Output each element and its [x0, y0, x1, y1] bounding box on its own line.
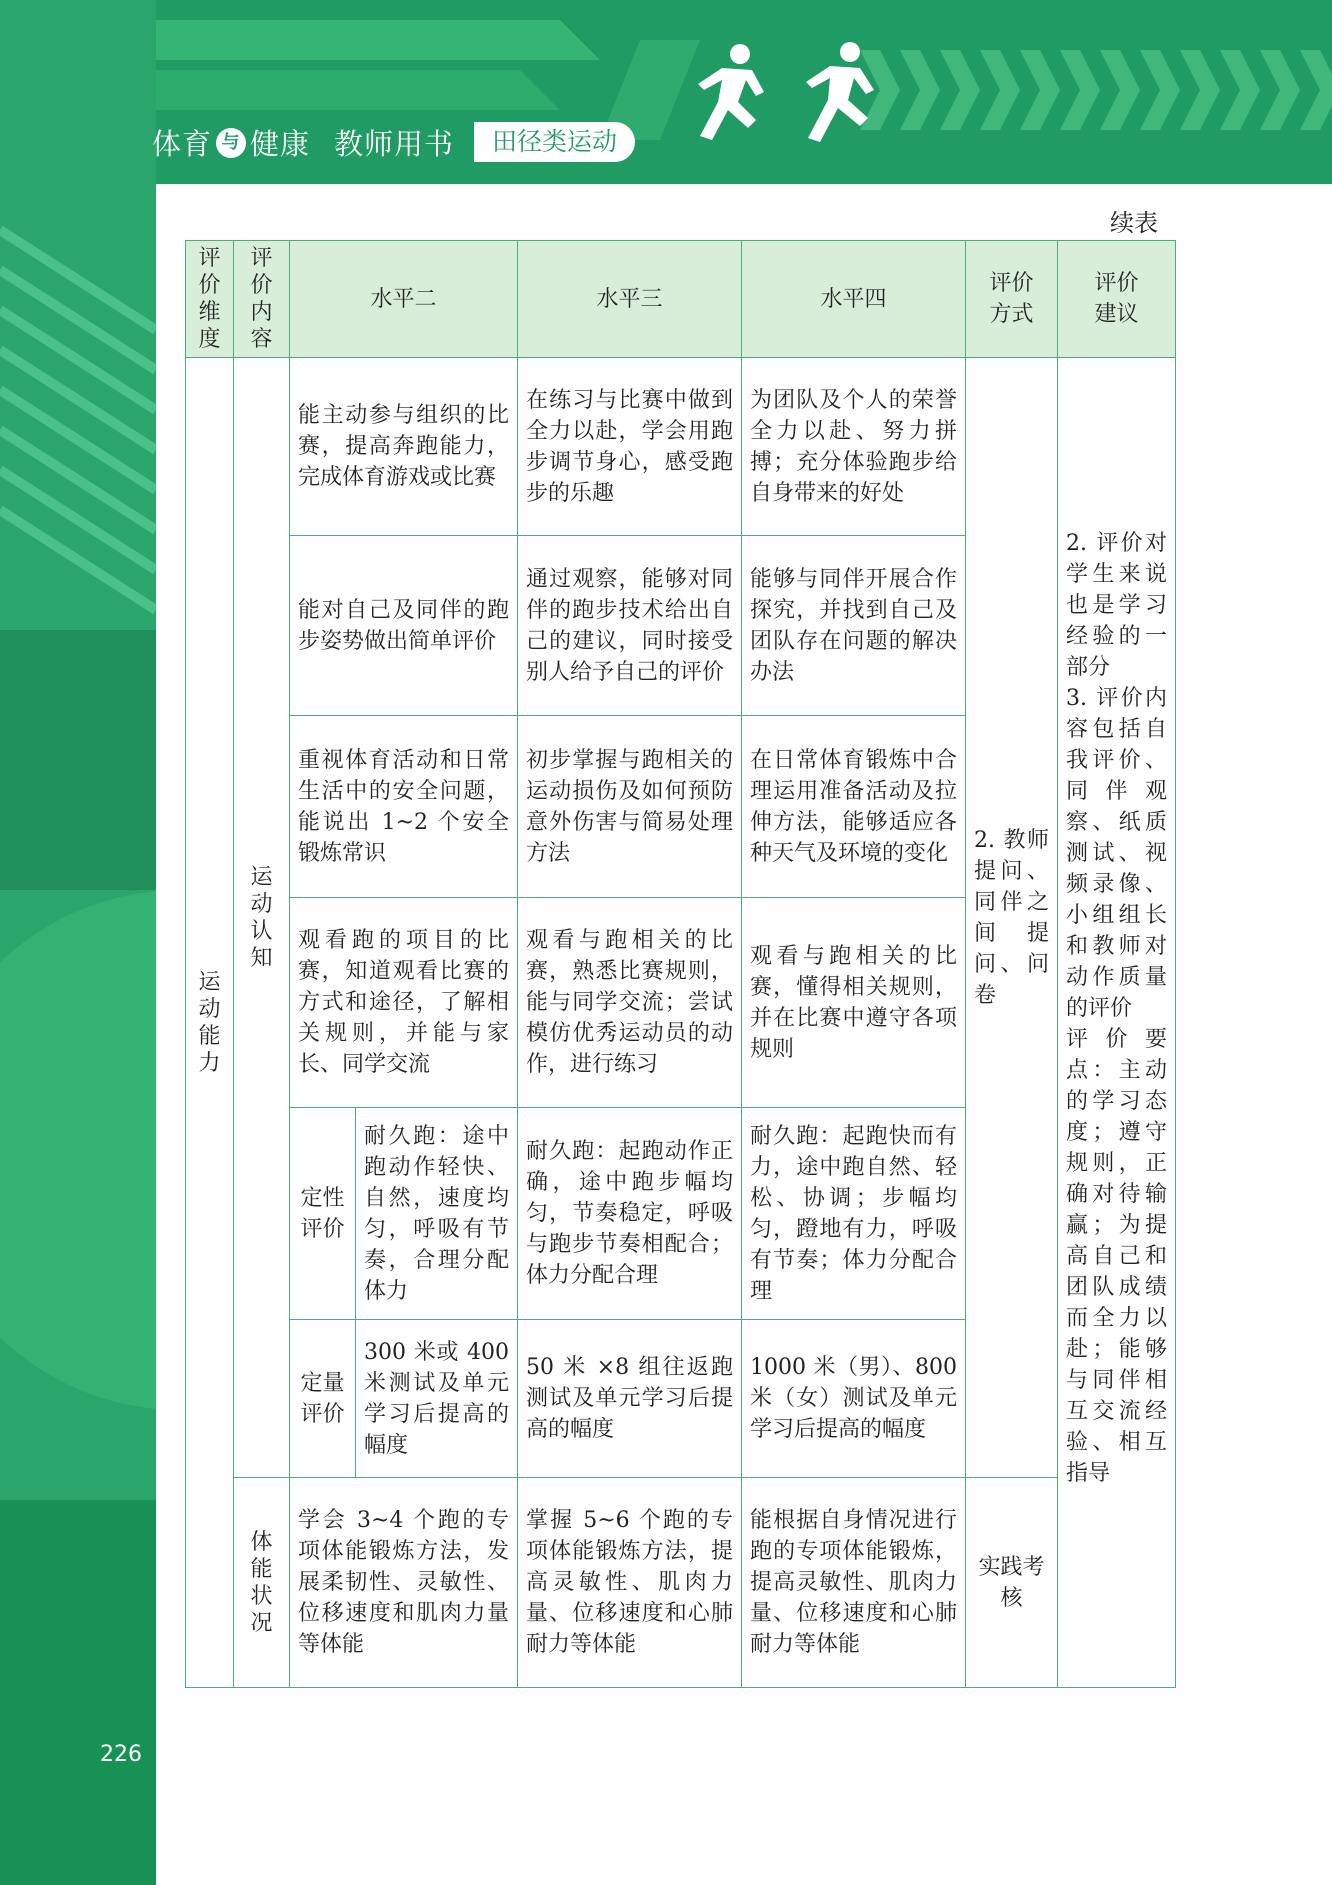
table-header-row: [186, 241, 1176, 358]
title-connector-badge: 与: [216, 128, 246, 158]
quantitative-level3: 50 米 ×8 组往返跑测试及单元学习后提高的幅度: [518, 1320, 742, 1478]
row4-level4: 观看与跑相关的比赛，懂得相关规则，并在比赛中遵守各项规则: [742, 898, 966, 1108]
cognition-label-cell: 运动认知: [234, 358, 290, 1478]
fitness-level4: 能根据自身情况进行跑的专项体能锻炼，提高灵敏性、肌肉力量、位移速度和心肺耐力等体能: [742, 1478, 966, 1688]
header-method: 评价方式: [966, 241, 1058, 358]
row1-level4: 为团队及个人的荣誉全力以赴、努力拼搏；充分体验跑步给自身带来的好处: [742, 358, 966, 536]
section-chip: 田径类运动: [474, 122, 635, 162]
row2-level3: 通过观察，能够对同伴的跑步技术给出自己的建议，同时接受别人给予自己的评价: [518, 536, 742, 716]
left-decoration: [0, 0, 156, 1885]
header-level4: 水平四: [742, 241, 966, 358]
row3-level3: 初步掌握与跑相关的运动损伤及如何预防意外伤害与简易处理方法: [518, 716, 742, 898]
title-part-b: 健康: [250, 127, 311, 161]
runner-silhouette-icon: [660, 40, 890, 160]
row1-level2: 能主动参与组织的比赛，提高奔跑能力，完成体育游戏或比赛: [290, 358, 518, 536]
quantitative-level4: 1000 米（男）、800 米（女）测试及单元学习后提高的幅度: [742, 1320, 966, 1478]
table-row: [186, 358, 1176, 536]
header-level3: 水平三: [518, 241, 742, 358]
qualitative-label-cell: 定性评价: [290, 1108, 356, 1320]
row2-level2: 能对自己及同伴的跑步姿势做出简单评价: [290, 536, 518, 716]
continued-label: 续表: [1110, 209, 1158, 237]
row3-level2: 重视体育活动和日常生活中的安全问题，能说出 1~2 个安全锻炼常识: [290, 716, 518, 898]
fitness-method: 实践考核: [966, 1478, 1058, 1688]
method-cognition-cell: 2. 教师提问、同伴之间提问、问卷: [966, 358, 1058, 1478]
fitness-label-cell: 体能状况: [234, 1478, 290, 1688]
row3-level4: 在日常体育锻炼中合理运用准备活动及拉伸方法，能够适应各种天气及环境的变化: [742, 716, 966, 898]
fitness-level3: 掌握 5~6 个跑的专项体能锻炼方法，提高灵敏性、肌肉力量、位移速度和心肺耐力等体能: [518, 1478, 742, 1688]
evaluation-table: [185, 240, 1176, 1688]
qualitative-level2: 耐久跑：途中跑动作轻快、自然，速度均匀，呼吸有节奏，合理分配体力: [356, 1108, 518, 1320]
table-row: [186, 1478, 1176, 1688]
row4-level2: 观看跑的项目的比赛，知道观看比赛的方式和途径，了解相关规则，并能与家长、同学交流: [290, 898, 518, 1108]
header-dimension: 评价维度: [186, 241, 234, 358]
page-number: 226: [100, 1742, 142, 1767]
row2-level4: 能够与同伴开展合作探究，并找到自己及团队存在问题的解决办法: [742, 536, 966, 716]
qualitative-level3: 耐久跑：起跑动作正确，途中跑步幅均匀，节奏稳定，呼吸与跑步节奏相配合；体力分配合理: [518, 1108, 742, 1320]
fitness-level2: 学会 3~4 个跑的专项体能锻炼方法，发展柔韧性、灵敏性、位移速度和肌肉力量等体能: [290, 1478, 518, 1688]
qualitative-level4: 耐久跑：起跑快而有力，途中跑自然、轻松、协调；步幅均匀，蹬地有力，呼吸有节奏；体力分配合理: [742, 1108, 966, 1320]
book-title: [152, 122, 454, 163]
quantitative-label-cell: 定量评价: [290, 1320, 356, 1478]
header-content: 评价内容: [234, 241, 290, 358]
header-suggestion: 评价建议: [1058, 241, 1176, 358]
row1-level3: 在练习与比赛中做到全力以赴，学会用跑步调节身心，感受跑步的乐趣: [518, 358, 742, 536]
dimension-cell: 运动能力: [186, 358, 234, 1688]
left-band: [0, 0, 156, 1885]
header-level2: 水平二: [290, 241, 518, 358]
row4-level3: 观看与跑相关的比赛，熟悉比赛规则，能与同学交流；尝试模仿优秀运动员的动作，进行练习: [518, 898, 742, 1108]
title-part-a: 体育: [152, 127, 213, 161]
title-part-c: 教师用书: [334, 127, 455, 161]
suggestion-cell: 2. 评价对学生来说也是学习经验的一部分 3. 评价内容包括自我评价、同伴观察、纸质测试、视频录像、小组组长和教师对动作质量的评价 评价要点：主动的学习态度；遵守规则，正确对待输赢；为提高自己和团队成绩而全力以赴；能够与同伴相互交流经验、相互指导: [1058, 358, 1176, 1688]
quantitative-level2: 300 米或 400 米测试及单元学习后提高的幅度: [356, 1320, 518, 1478]
